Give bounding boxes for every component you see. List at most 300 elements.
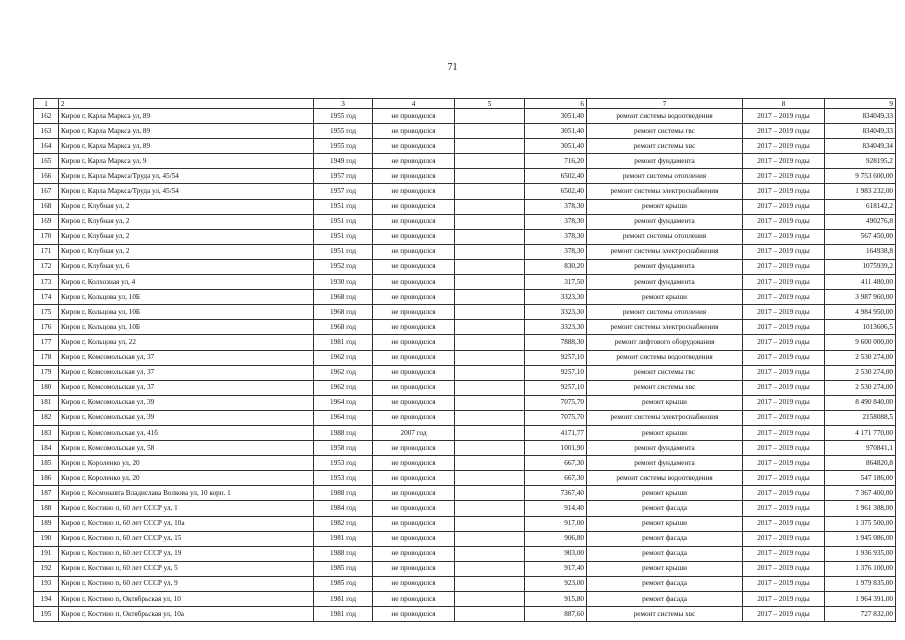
row-number-cell: 189 (34, 516, 59, 531)
empty-cell (455, 501, 525, 516)
cost-cell: 1 983 232,00 (825, 184, 896, 199)
table-row (34, 395, 896, 410)
last-repair-cell: не проводился (373, 109, 455, 124)
last-repair-cell: не проводился (373, 365, 455, 380)
table-row (34, 320, 896, 335)
cost-cell: 547 186,00 (825, 471, 896, 486)
address-cell: Киров г, Карла Маркса/Труда ул, 45/54 (59, 169, 314, 184)
last-repair-cell: не проводился (373, 320, 455, 335)
address-cell: Киров г, Клубная ул, 2 (59, 214, 314, 229)
cost-cell: 1 964 391,00 (825, 592, 896, 607)
build-year-cell: 1964 год (314, 410, 373, 425)
work-type-cell: ремонт системы отопления (587, 169, 743, 184)
cost-cell: 727 832,00 (825, 607, 896, 622)
build-year-cell: 1957 год (314, 184, 373, 199)
build-year-cell: 1930 год (314, 275, 373, 290)
last-repair-cell: не проводился (373, 229, 455, 244)
last-repair-cell: не проводился (373, 516, 455, 531)
work-type-cell: ремонт системы хвс (587, 380, 743, 395)
area-cell: 9257,10 (525, 380, 587, 395)
last-repair-cell: не проводился (373, 471, 455, 486)
work-type-cell: ремонт крыши (587, 290, 743, 305)
empty-cell (455, 592, 525, 607)
cost-cell: 1 961 388,00 (825, 501, 896, 516)
cost-cell: 567 450,00 (825, 229, 896, 244)
area-cell: 6502,40 (525, 169, 587, 184)
table-row (34, 154, 896, 169)
build-year-cell: 1982 год (314, 516, 373, 531)
last-repair-cell: не проводился (373, 561, 455, 576)
work-type-cell: ремонт фасада (587, 546, 743, 561)
cost-cell: 618142,2 (825, 199, 896, 214)
empty-cell (455, 531, 525, 546)
empty-cell (455, 456, 525, 471)
work-type-cell: ремонт фундамента (587, 456, 743, 471)
cost-cell: 1075939,2 (825, 259, 896, 274)
address-cell: Киров г, Клубная ул, 2 (59, 244, 314, 259)
cost-cell: 1 979 835,00 (825, 576, 896, 591)
build-year-cell: 1957 год (314, 169, 373, 184)
area-cell: 3051,40 (525, 124, 587, 139)
row-number-cell: 195 (34, 607, 59, 622)
last-repair-cell: не проводился (373, 592, 455, 607)
area-cell: 9257,10 (525, 350, 587, 365)
work-type-cell: ремонт системы отопления (587, 305, 743, 320)
row-number-cell: 184 (34, 441, 59, 456)
empty-cell (455, 154, 525, 169)
period-cell: 2017 – 2019 годы (743, 380, 825, 395)
capital-repair-table (33, 98, 896, 622)
period-cell: 2017 – 2019 годы (743, 305, 825, 320)
build-year-cell: 1949 год (314, 154, 373, 169)
work-type-cell: ремонт системы электроснабжения (587, 410, 743, 425)
period-cell: 2017 – 2019 годы (743, 154, 825, 169)
area-cell: 917,40 (525, 561, 587, 576)
work-type-cell: ремонт системы электроснабжения (587, 320, 743, 335)
work-type-cell: ремонт системы водоотведения (587, 350, 743, 365)
last-repair-cell: не проводился (373, 169, 455, 184)
address-cell: Киров г, Космонавта Владислава Волкова ул, 10 корп. 1 (59, 486, 314, 501)
table-row (34, 441, 896, 456)
empty-cell (455, 275, 525, 290)
work-type-cell: ремонт системы отопления (587, 229, 743, 244)
table-row (34, 229, 896, 244)
empty-cell (455, 365, 525, 380)
cost-cell: 834049,33 (825, 124, 896, 139)
row-number-cell: 182 (34, 410, 59, 425)
table-row (34, 576, 896, 591)
address-cell: Киров г, Карла Маркса ул, 89 (59, 109, 314, 124)
build-year-cell: 1958 год (314, 441, 373, 456)
area-cell: 887,60 (525, 607, 587, 622)
build-year-cell: 1951 год (314, 199, 373, 214)
empty-cell (455, 410, 525, 425)
cost-cell: 490276,8 (825, 214, 896, 229)
empty-cell (455, 320, 525, 335)
build-year-cell: 1953 год (314, 471, 373, 486)
work-type-cell: ремонт фасада (587, 531, 743, 546)
row-number-cell: 179 (34, 365, 59, 380)
build-year-cell: 1981 год (314, 592, 373, 607)
area-cell: 1001,90 (525, 441, 587, 456)
last-repair-cell: не проводился (373, 395, 455, 410)
row-number-cell: 181 (34, 395, 59, 410)
address-cell: Киров г, Колхозная ул, 4 (59, 275, 314, 290)
build-year-cell: 1981 год (314, 607, 373, 622)
row-number-cell: 162 (34, 109, 59, 124)
work-type-cell: ремонт крыши (587, 395, 743, 410)
build-year-cell: 1985 год (314, 576, 373, 591)
work-type-cell: ремонт системы электроснабжения (587, 244, 743, 259)
row-number-cell: 166 (34, 169, 59, 184)
period-cell: 2017 – 2019 годы (743, 410, 825, 425)
area-cell: 915,80 (525, 592, 587, 607)
cost-cell: 2 530 274,00 (825, 380, 896, 395)
last-repair-cell: не проводился (373, 456, 455, 471)
last-repair-cell: не проводился (373, 154, 455, 169)
work-type-cell: ремонт фундамента (587, 154, 743, 169)
cost-cell: 8 490 840,00 (825, 395, 896, 410)
row-number-cell: 183 (34, 425, 59, 440)
row-number-cell: 163 (34, 124, 59, 139)
work-type-cell: ремонт системы гвс (587, 365, 743, 380)
build-year-cell: 1955 год (314, 124, 373, 139)
period-cell: 2017 – 2019 годы (743, 290, 825, 305)
work-type-cell: ремонт системы гвс (587, 124, 743, 139)
last-repair-cell: не проводился (373, 259, 455, 274)
empty-cell (455, 607, 525, 622)
cost-cell: 834049,34 (825, 139, 896, 154)
last-repair-cell: не проводился (373, 199, 455, 214)
work-type-cell: ремонт лифтового оборудования (587, 335, 743, 350)
period-cell: 2017 – 2019 годы (743, 244, 825, 259)
cost-cell: 1 945 086,00 (825, 531, 896, 546)
row-number-cell: 177 (34, 335, 59, 350)
address-cell: Киров г, Костино п, 60 лет СССР ул, 10а (59, 516, 314, 531)
row-number-cell: 186 (34, 471, 59, 486)
row-number-cell: 194 (34, 592, 59, 607)
column-header: 7 (587, 99, 743, 109)
last-repair-cell: не проводился (373, 184, 455, 199)
row-number-cell: 192 (34, 561, 59, 576)
row-number-cell: 193 (34, 576, 59, 591)
table-row (34, 109, 896, 124)
period-cell: 2017 – 2019 годы (743, 124, 825, 139)
period-cell: 2017 – 2019 годы (743, 229, 825, 244)
address-cell: Киров г, Карла Маркса ул, 89 (59, 124, 314, 139)
period-cell: 2017 – 2019 годы (743, 275, 825, 290)
last-repair-cell: не проводился (373, 486, 455, 501)
table-row (34, 124, 896, 139)
column-header: 2 (59, 99, 314, 109)
column-header: 1 (34, 99, 59, 109)
table-row (34, 169, 896, 184)
period-cell: 2017 – 2019 годы (743, 592, 825, 607)
empty-cell (455, 350, 525, 365)
area-cell: 3051,40 (525, 139, 587, 154)
address-cell: Киров г, Кольцова ул, 22 (59, 335, 314, 350)
period-cell: 2017 – 2019 годы (743, 471, 825, 486)
build-year-cell: 1962 год (314, 365, 373, 380)
cost-cell: 1 375 500,00 (825, 516, 896, 531)
build-year-cell: 1988 год (314, 425, 373, 440)
work-type-cell: ремонт фасада (587, 576, 743, 591)
build-year-cell: 1955 год (314, 109, 373, 124)
area-cell: 7367,40 (525, 486, 587, 501)
period-cell: 2017 – 2019 годы (743, 199, 825, 214)
work-type-cell: ремонт фундамента (587, 275, 743, 290)
cost-cell: 928195,2 (825, 154, 896, 169)
last-repair-cell: не проводился (373, 380, 455, 395)
area-cell: 378,30 (525, 214, 587, 229)
row-number-cell: 171 (34, 244, 59, 259)
table-row (34, 607, 896, 622)
empty-cell (455, 109, 525, 124)
area-cell: 9257,10 (525, 365, 587, 380)
area-cell: 378,30 (525, 229, 587, 244)
address-cell: Киров г, Костино п, 60 лет СССР ул, 15 (59, 531, 314, 546)
row-number-cell: 164 (34, 139, 59, 154)
column-header: 3 (314, 99, 373, 109)
work-type-cell: ремонт крыши (587, 199, 743, 214)
work-type-cell: ремонт системы водоотведения (587, 109, 743, 124)
cost-cell: 864820,8 (825, 456, 896, 471)
cost-cell: 3 987 960,00 (825, 290, 896, 305)
build-year-cell: 1981 год (314, 531, 373, 546)
build-year-cell: 1985 год (314, 561, 373, 576)
area-cell: 3323,30 (525, 290, 587, 305)
work-type-cell: ремонт крыши (587, 425, 743, 440)
area-cell: 917,00 (525, 516, 587, 531)
empty-cell (455, 184, 525, 199)
period-cell: 2017 – 2019 годы (743, 365, 825, 380)
table-row (34, 410, 896, 425)
area-cell: 923,00 (525, 576, 587, 591)
table-row (34, 486, 896, 501)
address-cell: Киров г, Комсомольская ул, 39 (59, 410, 314, 425)
last-repair-cell: не проводился (373, 290, 455, 305)
table-row (34, 516, 896, 531)
work-type-cell: ремонт крыши (587, 561, 743, 576)
row-number-cell: 191 (34, 546, 59, 561)
period-cell: 2017 – 2019 годы (743, 531, 825, 546)
empty-cell (455, 169, 525, 184)
empty-cell (455, 546, 525, 561)
empty-cell (455, 576, 525, 591)
last-repair-cell: не проводился (373, 124, 455, 139)
table-row (34, 592, 896, 607)
period-cell: 2017 – 2019 годы (743, 335, 825, 350)
area-cell: 3323,30 (525, 320, 587, 335)
empty-cell (455, 395, 525, 410)
last-repair-cell: не проводился (373, 441, 455, 456)
address-cell: Киров г, Клубная ул, 2 (59, 229, 314, 244)
empty-cell (455, 561, 525, 576)
address-cell: Киров г, Комсомольская ул, 58 (59, 441, 314, 456)
cost-cell: 411 480,00 (825, 275, 896, 290)
build-year-cell: 1951 год (314, 229, 373, 244)
row-number-cell: 185 (34, 456, 59, 471)
area-cell: 830,20 (525, 259, 587, 274)
cost-cell: 9 753 600,00 (825, 169, 896, 184)
work-type-cell: ремонт системы хвс (587, 139, 743, 154)
table-row (34, 290, 896, 305)
row-number-cell: 174 (34, 290, 59, 305)
empty-cell (455, 124, 525, 139)
build-year-cell: 1984 год (314, 501, 373, 516)
empty-cell (455, 305, 525, 320)
row-number-cell: 178 (34, 350, 59, 365)
cost-cell: 164938,8 (825, 244, 896, 259)
row-number-cell: 188 (34, 501, 59, 516)
last-repair-cell: не проводился (373, 214, 455, 229)
empty-cell (455, 214, 525, 229)
area-cell: 317,50 (525, 275, 587, 290)
cost-cell: 1013606,5 (825, 320, 896, 335)
address-cell: Киров г, Комсомольская ул, 37 (59, 365, 314, 380)
cost-cell: 7 367 400,00 (825, 486, 896, 501)
work-type-cell: ремонт крыши (587, 516, 743, 531)
last-repair-cell: не проводился (373, 139, 455, 154)
address-cell: Киров г, Карла Маркса/Труда ул, 45/54 (59, 184, 314, 199)
area-cell: 378,30 (525, 199, 587, 214)
table-row (34, 365, 896, 380)
empty-cell (455, 471, 525, 486)
address-cell: Киров г, Костино п, Октябрьская ул, 10 (59, 592, 314, 607)
build-year-cell: 1988 год (314, 486, 373, 501)
column-header: 9 (825, 99, 896, 109)
address-cell: Киров г, Клубная ул, 6 (59, 259, 314, 274)
row-number-cell: 165 (34, 154, 59, 169)
period-cell: 2017 – 2019 годы (743, 169, 825, 184)
area-cell: 914,40 (525, 501, 587, 516)
period-cell: 2017 – 2019 годы (743, 425, 825, 440)
last-repair-cell: не проводился (373, 244, 455, 259)
column-header: 4 (373, 99, 455, 109)
area-cell: 667,30 (525, 471, 587, 486)
work-type-cell: ремонт фундамента (587, 259, 743, 274)
work-type-cell: ремонт системы хвс (587, 607, 743, 622)
cost-cell: 834049,33 (825, 109, 896, 124)
empty-cell (455, 259, 525, 274)
table-row (34, 425, 896, 440)
period-cell: 2017 – 2019 годы (743, 320, 825, 335)
address-cell: Киров г, Кольцова ул, 10Б (59, 290, 314, 305)
row-number-cell: 190 (34, 531, 59, 546)
last-repair-cell: не проводился (373, 350, 455, 365)
row-number-cell: 187 (34, 486, 59, 501)
last-repair-cell: 2007 год (373, 425, 455, 440)
cost-cell: 2158088,5 (825, 410, 896, 425)
last-repair-cell: не проводился (373, 501, 455, 516)
table-row (34, 531, 896, 546)
row-number-cell: 167 (34, 184, 59, 199)
period-cell: 2017 – 2019 годы (743, 259, 825, 274)
cost-cell: 1 376 100,00 (825, 561, 896, 576)
area-cell: 7888,30 (525, 335, 587, 350)
last-repair-cell: не проводился (373, 576, 455, 591)
table-row (34, 275, 896, 290)
row-number-cell: 180 (34, 380, 59, 395)
build-year-cell: 1968 год (314, 290, 373, 305)
area-cell: 4171,77 (525, 425, 587, 440)
address-cell: Киров г, Костино п, 60 лет СССР ул, 1 (59, 501, 314, 516)
period-cell: 2017 – 2019 годы (743, 546, 825, 561)
build-year-cell: 1951 год (314, 214, 373, 229)
column-header: 6 (525, 99, 587, 109)
table-row (34, 184, 896, 199)
area-cell: 906,80 (525, 531, 587, 546)
address-cell: Киров г, Комсомольская ул, 41б (59, 425, 314, 440)
period-cell: 2017 – 2019 годы (743, 441, 825, 456)
empty-cell (455, 441, 525, 456)
cost-cell: 9 600 000,00 (825, 335, 896, 350)
cost-cell: 4 984 950,00 (825, 305, 896, 320)
last-repair-cell: не проводился (373, 275, 455, 290)
empty-cell (455, 425, 525, 440)
build-year-cell: 1968 год (314, 320, 373, 335)
address-cell: Киров г, Комсомольская ул, 39 (59, 395, 314, 410)
empty-cell (455, 486, 525, 501)
work-type-cell: ремонт фундамента (587, 441, 743, 456)
address-cell: Киров г, Комсомольская ул, 37 (59, 350, 314, 365)
build-year-cell: 1988 год (314, 546, 373, 561)
work-type-cell: ремонт системы электроснабжения (587, 184, 743, 199)
column-header: 8 (743, 99, 825, 109)
table-body (34, 109, 896, 622)
period-cell: 2017 – 2019 годы (743, 214, 825, 229)
cost-cell: 4 171 770,00 (825, 425, 896, 440)
area-cell: 378,30 (525, 244, 587, 259)
period-cell: 2017 – 2019 годы (743, 607, 825, 622)
page-number: 71 (447, 62, 458, 73)
cost-cell: 1 936 935,00 (825, 546, 896, 561)
period-cell: 2017 – 2019 годы (743, 516, 825, 531)
period-cell: 2017 – 2019 годы (743, 576, 825, 591)
address-cell: Киров г, Комсомольская ул, 37 (59, 380, 314, 395)
build-year-cell: 1962 год (314, 350, 373, 365)
period-cell: 2017 – 2019 годы (743, 350, 825, 365)
address-cell: Киров г, Клубная ул, 2 (59, 199, 314, 214)
period-cell: 2017 – 2019 годы (743, 139, 825, 154)
address-cell: Киров г, Короленко ул, 20 (59, 456, 314, 471)
work-type-cell: ремонт фасада (587, 501, 743, 516)
empty-cell (455, 199, 525, 214)
cost-cell: 2 530 274,00 (825, 350, 896, 365)
address-cell: Киров г, Костино п, Октябрьская ул, 10а (59, 607, 314, 622)
build-year-cell: 1953 год (314, 456, 373, 471)
table-row (34, 561, 896, 576)
area-cell: 3323,30 (525, 305, 587, 320)
address-cell: Киров г, Костино п, 60 лет СССР ул, 19 (59, 546, 314, 561)
period-cell: 2017 – 2019 годы (743, 486, 825, 501)
row-number-cell: 172 (34, 259, 59, 274)
table-row (34, 244, 896, 259)
empty-cell (455, 335, 525, 350)
empty-cell (455, 244, 525, 259)
empty-cell (455, 229, 525, 244)
empty-cell (455, 380, 525, 395)
build-year-cell: 1968 год (314, 305, 373, 320)
table-row (34, 546, 896, 561)
last-repair-cell: не проводился (373, 546, 455, 561)
address-cell: Киров г, Короленко ул, 20 (59, 471, 314, 486)
address-cell: Киров г, Карла Маркса ул, 9 (59, 154, 314, 169)
row-number-cell: 169 (34, 214, 59, 229)
build-year-cell: 1962 год (314, 380, 373, 395)
table-row (34, 199, 896, 214)
table-row (34, 335, 896, 350)
